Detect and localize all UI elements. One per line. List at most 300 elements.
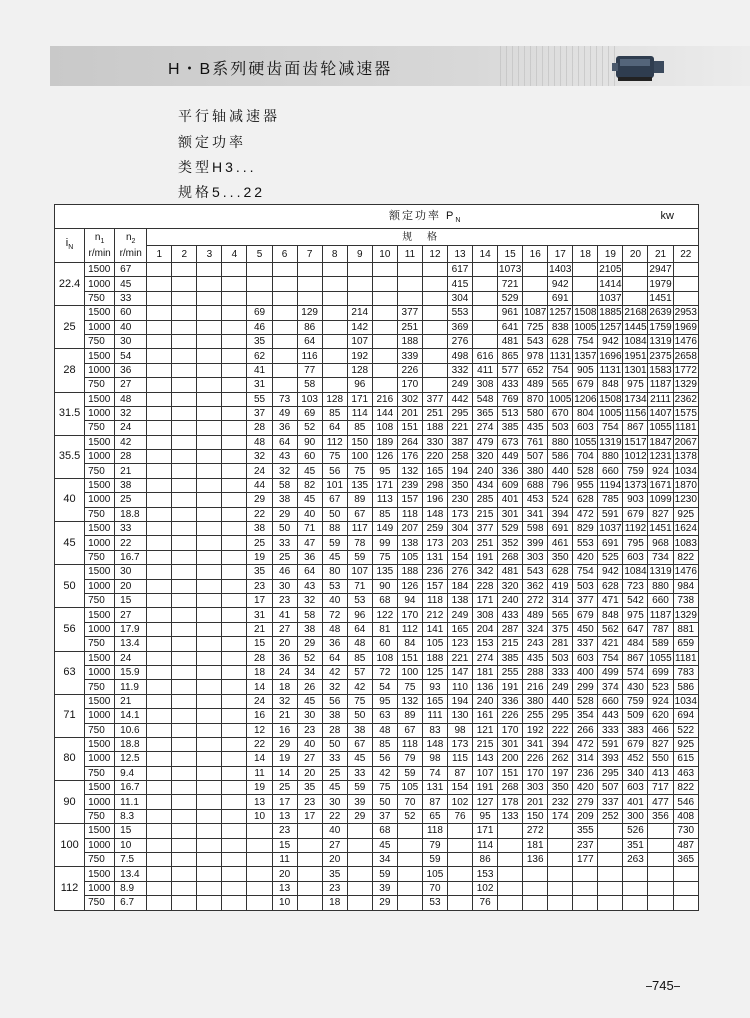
power-value-cell [172, 766, 197, 780]
power-value-cell: 131 [422, 550, 447, 564]
power-value-cell: 652 [523, 363, 548, 377]
power-value-cell: 942 [548, 277, 573, 291]
power-value-cell: 30 [297, 709, 322, 723]
power-value-cell: 380 [523, 464, 548, 478]
power-value-cell [523, 277, 548, 291]
power-value-cell: 76 [447, 809, 472, 823]
power-value-cell [573, 867, 598, 881]
power-value-cell: 783 [673, 665, 698, 679]
power-value-cell: 28 [322, 723, 347, 737]
power-value-cell: 191 [498, 680, 523, 694]
power-value-cell [197, 737, 222, 751]
power-value-cell: 591 [598, 737, 623, 751]
power-value-cell: 1329 [674, 379, 697, 391]
power-value-cell [197, 464, 222, 478]
power-value-cell: 543 [523, 334, 548, 348]
power-value-cell: 68 [372, 593, 397, 607]
power-value-cell [147, 349, 172, 363]
power-value-cell: 171 [473, 824, 498, 838]
power-value-cell: 181 [473, 665, 498, 679]
power-value-cell: 628 [548, 334, 573, 348]
n2-cell: 33 [115, 522, 147, 536]
power-value-cell [147, 450, 172, 464]
power-value-cell: 481 [498, 565, 523, 579]
power-value-cell: 25 [272, 781, 297, 795]
power-value-cell: 230 [447, 493, 472, 507]
power-value-cell [222, 709, 247, 723]
power-value-cell: 50 [272, 522, 297, 536]
power-value-cell: 173 [447, 507, 472, 521]
n2-cell: 24 [115, 651, 147, 665]
power-value-cell: 1696 [599, 350, 622, 362]
power-value-cell: 39 [347, 795, 372, 809]
power-value-cell: 59 [347, 781, 372, 795]
page-header-title: H・B系列硬齿面齿轮减速器 [168, 61, 393, 78]
power-value-cell [197, 263, 222, 277]
power-value-cell: 1759 [649, 321, 672, 333]
power-value-cell: 603 [573, 651, 598, 665]
power-value-cell: 1575 [674, 408, 697, 420]
power-value-cell: 1373 [624, 480, 647, 492]
table-row [55, 651, 699, 665]
power-value-cell [347, 838, 372, 852]
power-value-cell: 375 [548, 622, 573, 636]
ratio-sub: N [68, 244, 74, 252]
power-value-cell: 829 [573, 522, 598, 536]
power-value-cell: 679 [573, 378, 598, 392]
power-value-cell [347, 881, 372, 895]
power-value-cell: 13 [247, 795, 272, 809]
power-value-cell: 67 [347, 507, 372, 521]
subtitle-sizes: 规格5...22 [178, 184, 266, 200]
power-value-cell: 22 [247, 737, 272, 751]
power-value-cell: 102 [473, 881, 498, 895]
power-value-cell: 108 [372, 421, 397, 435]
size-header-cell: 8 [322, 246, 347, 263]
power-value-cell: 108 [372, 651, 397, 665]
power-value-cell: 734 [648, 550, 673, 564]
power-value-cell: 191 [473, 550, 498, 564]
power-value-cell [147, 881, 172, 895]
power-value-cell [598, 867, 623, 881]
power-value-cell [172, 781, 197, 795]
n2-cell: 16.7 [115, 550, 147, 564]
power-value-cell [473, 320, 498, 334]
power-value-cell: 101 [322, 478, 347, 492]
n2-cell: 33 [115, 291, 147, 305]
power-value-cell [422, 320, 447, 334]
power-value-cell: 70 [397, 795, 422, 809]
ratio-cell: 25 [55, 306, 85, 349]
power-value-cell [397, 853, 422, 867]
table-row [55, 867, 699, 881]
power-value-cell: 472 [573, 507, 598, 521]
power-value-cell [172, 277, 197, 291]
column-header-n1 [85, 229, 115, 263]
power-value-cell: 226 [397, 363, 422, 377]
table-title-cell [55, 205, 699, 229]
power-value-cell: 40 [322, 824, 347, 838]
power-value-cell: 112 [322, 435, 347, 449]
power-value-cell [272, 334, 297, 348]
power-value-cell: 43 [297, 579, 322, 593]
n1-cell: 750 [85, 853, 115, 867]
power-value-cell: 2947 [649, 264, 672, 276]
power-value-cell: 1319 [599, 436, 622, 448]
n2-cell: 18.8 [115, 737, 147, 751]
power-value-cell: 154 [447, 781, 472, 795]
power-value-cell: 48 [322, 622, 347, 636]
subtitle-model: 类型H3... [178, 159, 257, 175]
power-value-cell: 276 [447, 565, 472, 579]
power-value-cell: 433 [498, 378, 523, 392]
power-value-cell: 251 [397, 320, 422, 334]
power-value-cell [147, 723, 172, 737]
power-value-cell: 1951 [624, 350, 647, 362]
power-value-cell: 301 [498, 737, 523, 751]
power-value-cell: 59 [347, 550, 372, 564]
power-value-cell: 14 [247, 752, 272, 766]
power-value-cell [147, 291, 172, 305]
power-value-cell: 138 [447, 593, 472, 607]
n2-cell: 30 [115, 334, 147, 348]
n2-cell: 54 [115, 349, 147, 363]
n2-cell: 8.3 [115, 809, 147, 823]
power-value-cell: 795 [623, 536, 648, 550]
power-value-cell: 374 [598, 680, 623, 694]
power-value-cell: 489 [523, 608, 548, 622]
power-value-cell [548, 881, 573, 895]
power-value-cell: 308 [473, 608, 498, 622]
n1-cell: 1000 [85, 320, 115, 334]
power-value-cell: 116 [297, 349, 322, 363]
power-value-cell: 78 [347, 536, 372, 550]
power-value-cell: 118 [397, 507, 422, 521]
power-value-cell [172, 608, 197, 622]
power-value-cell: 870 [523, 392, 548, 406]
power-value-cell: 222 [548, 723, 573, 737]
power-value-cell: 115 [447, 752, 472, 766]
power-value-cell: 1476 [674, 336, 697, 348]
n1-cell: 1500 [85, 435, 115, 449]
power-value-cell: 27 [322, 838, 347, 852]
power-value-cell: 151 [498, 766, 523, 780]
power-value-cell [222, 838, 247, 852]
power-value-cell: 50 [347, 709, 372, 723]
power-value-cell [372, 334, 397, 348]
power-value-cell [197, 795, 222, 809]
power-value-cell: 41 [272, 608, 297, 622]
table-row [55, 637, 699, 651]
power-value-cell: 143 [473, 752, 498, 766]
power-value-cell [247, 291, 272, 305]
power-value-cell: 759 [623, 694, 648, 708]
power-value-cell: 85 [372, 507, 397, 521]
power-value-cell [147, 363, 172, 377]
power-value-cell: 240 [473, 694, 498, 708]
power-value-cell: 580 [523, 406, 548, 420]
power-value-cell: 76 [473, 896, 498, 910]
power-value-cell: 150 [347, 435, 372, 449]
ratio-cell: 71 [55, 694, 85, 737]
power-value-cell [222, 608, 247, 622]
power-value-cell: 128 [322, 392, 347, 406]
power-value-cell: 79 [397, 752, 422, 766]
power-value-cell [447, 824, 472, 838]
power-value-cell [197, 435, 222, 449]
power-value-cell: 1517 [624, 436, 647, 448]
power-value-cell [172, 867, 197, 881]
power-value-cell: 232 [548, 795, 573, 809]
header-decoration [500, 46, 620, 86]
n2-cell: 13.4 [115, 637, 147, 651]
n2-cell: 13.4 [115, 867, 147, 881]
power-value-cell: 1187 [649, 379, 672, 391]
power-value-cell [222, 881, 247, 895]
power-value-cell [197, 881, 222, 895]
power-value-cell [197, 450, 222, 464]
n1-cell: 1000 [85, 277, 115, 291]
power-value-cell: 59 [322, 536, 347, 550]
power-value-cell: 38 [297, 622, 322, 636]
power-value-cell [197, 665, 222, 679]
power-value-cell [172, 752, 197, 766]
size-header-cell: 5 [247, 246, 272, 263]
table-row [55, 435, 699, 449]
power-value-cell: 49 [272, 406, 297, 420]
power-value-cell: 226 [498, 709, 523, 723]
power-value-cell: 220 [422, 450, 447, 464]
power-value-cell: 717 [648, 781, 673, 795]
power-value-cell: 320 [498, 579, 523, 593]
power-value-cell: 215 [498, 637, 523, 651]
power-value-cell: 1034 [674, 465, 697, 477]
power-value-cell: 443 [598, 709, 623, 723]
power-value-cell: 299 [573, 680, 598, 694]
power-value-cell: 591 [598, 507, 623, 521]
power-value-cell [197, 392, 222, 406]
n2-cell: 11.1 [115, 795, 147, 809]
power-value-cell: 961 [498, 306, 523, 320]
power-value-cell: 38 [347, 723, 372, 737]
power-value-cell: 27 [297, 752, 322, 766]
n1-cell: 1500 [85, 781, 115, 795]
power-value-cell: 41 [247, 363, 272, 377]
table-row [55, 838, 699, 852]
power-value-cell [222, 680, 247, 694]
power-value-cell: 114 [347, 406, 372, 420]
power-value-cell: 352 [498, 536, 523, 550]
power-value-cell [347, 867, 372, 881]
power-value-cell: 730 [673, 824, 698, 838]
power-value-cell: 1005 [599, 408, 622, 420]
power-value-cell: 342 [473, 565, 498, 579]
power-value-cell [147, 320, 172, 334]
power-value-cell: 804 [573, 406, 598, 420]
n2-unit: r/min [119, 247, 142, 259]
power-value-cell: 2168 [624, 307, 647, 319]
power-value-cell: 173 [422, 536, 447, 550]
table-row [55, 752, 699, 766]
power-value-cell: 603 [623, 550, 648, 564]
power-value-cell: 546 [673, 795, 698, 809]
n1-cell: 1000 [85, 493, 115, 507]
power-value-cell: 647 [623, 622, 648, 636]
power-value-cell [222, 277, 247, 291]
power-value-cell: 251 [473, 536, 498, 550]
power-value-cell: 341 [523, 737, 548, 751]
power-value-cell: 1301 [624, 364, 647, 376]
power-value-cell [147, 565, 172, 579]
power-value-cell: 107 [347, 565, 372, 579]
power-value-cell: 529 [498, 522, 523, 536]
n2-cell: 38 [115, 478, 147, 492]
power-value-cell: 35 [247, 334, 272, 348]
power-value-cell: 1131 [599, 364, 622, 376]
power-value-cell [197, 781, 222, 795]
power-value-cell: 529 [498, 291, 523, 305]
n1-cell: 1500 [85, 392, 115, 406]
power-value-cell: 880 [598, 450, 623, 464]
power-value-cell: 114 [473, 838, 498, 852]
power-value-cell: 23 [297, 723, 322, 737]
power-value-cell: 118 [422, 824, 447, 838]
power-value-cell: 56 [372, 752, 397, 766]
power-value-cell: 1403 [549, 264, 572, 276]
power-value-cell: 105 [422, 867, 447, 881]
n2-cell: 6.7 [115, 896, 147, 910]
power-value-cell: 377 [397, 306, 422, 320]
power-value-cell: 442 [447, 392, 472, 406]
power-value-cell [197, 421, 222, 435]
power-value-cell [222, 363, 247, 377]
power-value-cell: 67 [347, 737, 372, 751]
power-value-cell [172, 392, 197, 406]
table-row [55, 824, 699, 838]
power-value-cell: 1181 [675, 422, 697, 434]
power-value-cell [197, 579, 222, 593]
power-value-cell: 18 [247, 665, 272, 679]
power-value-cell: 848 [598, 378, 623, 392]
power-value-cell: 303 [523, 550, 548, 564]
power-value-cell: 70 [422, 881, 447, 895]
size-header-cell: 22 [673, 246, 698, 263]
power-value-cell [372, 378, 397, 392]
power-value-cell: 188 [422, 421, 447, 435]
power-value-cell [222, 263, 247, 277]
power-value-cell [222, 291, 247, 305]
power-value-cell: 53 [322, 579, 347, 593]
power-value-cell [197, 622, 222, 636]
n2-cell: 22 [115, 536, 147, 550]
power-value-cell: 1357 [574, 350, 597, 362]
power-value-cell [272, 277, 297, 291]
power-value-cell: 691 [548, 291, 573, 305]
power-value-cell: 45 [297, 694, 322, 708]
size-header-cell: 9 [347, 246, 372, 263]
power-value-cell: 46 [272, 565, 297, 579]
power-value-cell [397, 838, 422, 852]
power-value-cell: 45 [322, 781, 347, 795]
power-value-cell: 239 [397, 478, 422, 492]
power-value-cell: 394 [548, 737, 573, 751]
power-value-cell [623, 867, 648, 881]
power-value-cell: 288 [523, 665, 548, 679]
power-value-cell [473, 334, 498, 348]
power-value-cell [197, 680, 222, 694]
power-value-cell: 23 [272, 824, 297, 838]
power-value-cell: 1034 [674, 695, 697, 707]
table-row [55, 737, 699, 751]
power-value-cell: 171 [473, 593, 498, 607]
power-value-cell: 586 [673, 680, 698, 694]
power-value-cell: 50 [372, 795, 397, 809]
power-value-cell: 12 [247, 723, 272, 737]
power-value-cell: 769 [498, 392, 523, 406]
power-value-cell [147, 896, 172, 910]
power-value-cell [197, 478, 222, 492]
table-row [55, 593, 699, 607]
power-value-cell [172, 291, 197, 305]
size-header-cell: 13 [447, 246, 472, 263]
size-header-cell: 2 [172, 246, 197, 263]
power-value-cell: 419 [548, 579, 573, 593]
power-value-cell: 1734 [624, 393, 647, 405]
power-value-cell [322, 263, 347, 277]
power-value-cell: 1508 [574, 307, 597, 319]
power-value-cell: 26 [297, 680, 322, 694]
power-value-cell [473, 277, 498, 291]
table-row [55, 723, 699, 737]
power-value-cell: 105 [422, 637, 447, 651]
power-value-cell: 151 [397, 651, 422, 665]
power-value-cell [523, 867, 548, 881]
n1-cell: 1500 [85, 306, 115, 320]
power-value-cell: 503 [573, 579, 598, 593]
power-value-cell: 420 [573, 781, 598, 795]
power-value-cell [197, 896, 222, 910]
power-value-cell: 263 [623, 853, 648, 867]
power-value-cell: 925 [673, 507, 698, 521]
power-value-cell: 53 [347, 593, 372, 607]
power-value-cell: 393 [598, 752, 623, 766]
power-value-cell: 132 [397, 694, 422, 708]
power-value-cell [172, 853, 197, 867]
power-value-cell: 98 [447, 723, 472, 737]
power-value-cell [172, 694, 197, 708]
power-value-cell: 565 [548, 608, 573, 622]
power-value-cell: 52 [397, 809, 422, 823]
power-value-cell: 64 [322, 421, 347, 435]
power-value-cell: 94 [397, 593, 422, 607]
power-value-cell: 400 [573, 665, 598, 679]
power-value-cell: 126 [372, 450, 397, 464]
power-value-cell [147, 737, 172, 751]
power-value-cell: 161 [473, 709, 498, 723]
power-value-cell: 96 [347, 378, 372, 392]
power-value-cell [172, 334, 197, 348]
power-value-cell [422, 363, 447, 377]
power-value-cell [172, 709, 197, 723]
power-value-cell: 135 [372, 565, 397, 579]
power-value-cell: 924 [648, 464, 673, 478]
power-value-cell: 565 [548, 378, 573, 392]
n2-cell: 45 [115, 277, 147, 291]
power-value-cell: 905 [573, 363, 598, 377]
power-value-cell [272, 378, 297, 392]
power-value-cell: 1194 [599, 480, 622, 492]
size-header-cell: 3 [197, 246, 222, 263]
